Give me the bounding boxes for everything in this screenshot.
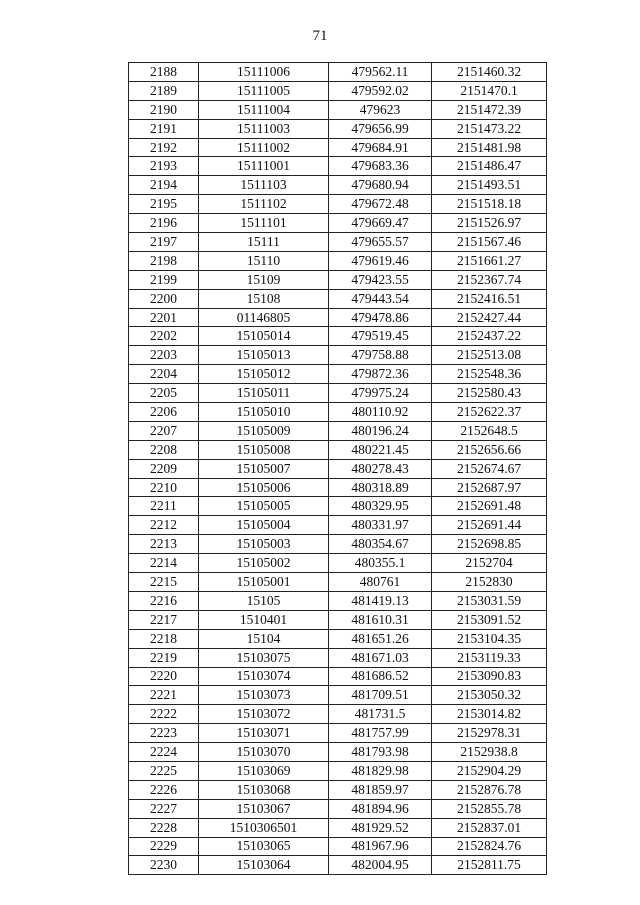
row-number-cell: 2218 xyxy=(129,629,199,648)
table-row xyxy=(129,384,547,403)
point-id-cell: 15105009 xyxy=(199,421,329,440)
table-row xyxy=(129,724,547,743)
row-number-cell: 2189 xyxy=(129,81,199,100)
table-row xyxy=(129,289,547,308)
point-id-cell: 15105012 xyxy=(199,365,329,384)
point-id-cell: 15103068 xyxy=(199,780,329,799)
x-coordinate-cell: 479975.24 xyxy=(329,384,432,403)
row-number-cell: 2222 xyxy=(129,705,199,724)
point-id-cell: 1511103 xyxy=(199,176,329,195)
row-number-cell: 2213 xyxy=(129,535,199,554)
x-coordinate-cell: 480331.97 xyxy=(329,516,432,535)
table-row xyxy=(129,251,547,270)
x-coordinate-cell: 481757.99 xyxy=(329,724,432,743)
y-coordinate-cell: 2151661.27 xyxy=(432,251,547,270)
table-row xyxy=(129,478,547,497)
y-coordinate-cell: 2151472.39 xyxy=(432,100,547,119)
point-id-cell: 15111001 xyxy=(199,157,329,176)
x-coordinate-cell: 480196.24 xyxy=(329,421,432,440)
row-number-cell: 2224 xyxy=(129,743,199,762)
x-coordinate-cell: 480278.43 xyxy=(329,459,432,478)
row-number-cell: 2198 xyxy=(129,251,199,270)
row-number-cell: 2200 xyxy=(129,289,199,308)
y-coordinate-cell: 2151460.32 xyxy=(432,63,547,82)
x-coordinate-cell: 481671.03 xyxy=(329,648,432,667)
row-number-cell: 2197 xyxy=(129,233,199,252)
point-id-cell: 1510306501 xyxy=(199,818,329,837)
point-id-cell: 15103069 xyxy=(199,761,329,780)
table-row xyxy=(129,421,547,440)
row-number-cell: 2212 xyxy=(129,516,199,535)
table-row xyxy=(129,610,547,629)
table-row xyxy=(129,100,547,119)
table-row xyxy=(129,81,547,100)
point-id-cell: 15103075 xyxy=(199,648,329,667)
x-coordinate-cell: 479680.94 xyxy=(329,176,432,195)
table-row xyxy=(129,365,547,384)
x-coordinate-cell: 480355.1 xyxy=(329,554,432,573)
row-number-cell: 2214 xyxy=(129,554,199,573)
row-number-cell: 2204 xyxy=(129,365,199,384)
page-number: 71 xyxy=(312,28,328,44)
y-coordinate-cell: 2152437.22 xyxy=(432,327,547,346)
table-row xyxy=(129,176,547,195)
x-coordinate-cell: 479619.46 xyxy=(329,251,432,270)
x-coordinate-cell: 481709.51 xyxy=(329,686,432,705)
row-number-cell: 2194 xyxy=(129,176,199,195)
row-number-cell: 2206 xyxy=(129,403,199,422)
table-row xyxy=(129,554,547,573)
row-number-cell: 2209 xyxy=(129,459,199,478)
row-number-cell: 2211 xyxy=(129,497,199,516)
point-id-cell: 15103074 xyxy=(199,667,329,686)
table-row xyxy=(129,799,547,818)
row-number-cell: 2208 xyxy=(129,440,199,459)
row-number-cell: 2201 xyxy=(129,308,199,327)
point-id-cell: 15105014 xyxy=(199,327,329,346)
y-coordinate-cell: 2152691.48 xyxy=(432,497,547,516)
x-coordinate-cell: 481419.13 xyxy=(329,591,432,610)
y-coordinate-cell: 2153091.52 xyxy=(432,610,547,629)
x-coordinate-cell: 480318.89 xyxy=(329,478,432,497)
x-coordinate-cell: 479684.91 xyxy=(329,138,432,157)
table-row xyxy=(129,214,547,233)
row-number-cell: 2219 xyxy=(129,648,199,667)
x-coordinate-cell: 479562.11 xyxy=(329,63,432,82)
table-row xyxy=(129,440,547,459)
y-coordinate-cell: 2153014.82 xyxy=(432,705,547,724)
row-number-cell: 2203 xyxy=(129,346,199,365)
point-id-cell: 15105005 xyxy=(199,497,329,516)
row-number-cell: 2216 xyxy=(129,591,199,610)
table-row xyxy=(129,138,547,157)
x-coordinate-cell: 479478.86 xyxy=(329,308,432,327)
y-coordinate-cell: 2152837.01 xyxy=(432,818,547,837)
row-number-cell: 2207 xyxy=(129,421,199,440)
point-id-cell: 15109 xyxy=(199,270,329,289)
row-number-cell: 2188 xyxy=(129,63,199,82)
x-coordinate-cell: 481859.97 xyxy=(329,780,432,799)
x-coordinate-cell: 481829.98 xyxy=(329,761,432,780)
table-row xyxy=(129,761,547,780)
x-coordinate-cell: 481793.98 xyxy=(329,743,432,762)
row-number-cell: 2225 xyxy=(129,761,199,780)
y-coordinate-cell: 2152622.37 xyxy=(432,403,547,422)
y-coordinate-cell: 2152427.44 xyxy=(432,308,547,327)
x-coordinate-cell: 479592.02 xyxy=(329,81,432,100)
point-id-cell: 1511101 xyxy=(199,214,329,233)
x-coordinate-cell: 479672.48 xyxy=(329,195,432,214)
x-coordinate-cell: 481610.31 xyxy=(329,610,432,629)
y-coordinate-cell: 2152830 xyxy=(432,573,547,592)
y-coordinate-cell: 2152698.85 xyxy=(432,535,547,554)
row-number-cell: 2226 xyxy=(129,780,199,799)
y-coordinate-cell: 2153031.59 xyxy=(432,591,547,610)
point-id-cell: 15110 xyxy=(199,251,329,270)
point-id-cell: 15105004 xyxy=(199,516,329,535)
y-coordinate-cell: 2152978.31 xyxy=(432,724,547,743)
table-row xyxy=(129,497,547,516)
y-coordinate-cell: 2151518.18 xyxy=(432,195,547,214)
x-coordinate-cell: 480221.45 xyxy=(329,440,432,459)
y-coordinate-cell: 2153119.33 xyxy=(432,648,547,667)
table-row xyxy=(129,63,547,82)
x-coordinate-cell: 481929.52 xyxy=(329,818,432,837)
row-number-cell: 2210 xyxy=(129,478,199,497)
x-coordinate-cell: 479669.47 xyxy=(329,214,432,233)
y-coordinate-cell: 2152938.8 xyxy=(432,743,547,762)
point-id-cell: 15103070 xyxy=(199,743,329,762)
table-row xyxy=(129,346,547,365)
point-id-cell: 15105006 xyxy=(199,478,329,497)
table-row xyxy=(129,516,547,535)
point-id-cell: 15103073 xyxy=(199,686,329,705)
x-coordinate-cell: 479758.88 xyxy=(329,346,432,365)
y-coordinate-cell: 2152674.67 xyxy=(432,459,547,478)
point-id-cell: 15111005 xyxy=(199,81,329,100)
y-coordinate-cell: 2151470.1 xyxy=(432,81,547,100)
point-id-cell: 01146805 xyxy=(199,308,329,327)
x-coordinate-cell: 481967.96 xyxy=(329,837,432,856)
row-number-cell: 2193 xyxy=(129,157,199,176)
table-row xyxy=(129,195,547,214)
x-coordinate-cell: 479519.45 xyxy=(329,327,432,346)
y-coordinate-cell: 2152648.5 xyxy=(432,421,547,440)
row-number-cell: 2202 xyxy=(129,327,199,346)
x-coordinate-cell: 481651.26 xyxy=(329,629,432,648)
row-number-cell: 2195 xyxy=(129,195,199,214)
x-coordinate-cell: 479423.55 xyxy=(329,270,432,289)
point-id-cell: 15105011 xyxy=(199,384,329,403)
row-number-cell: 2227 xyxy=(129,799,199,818)
row-number-cell: 2220 xyxy=(129,667,199,686)
point-id-cell: 15105010 xyxy=(199,403,329,422)
table-row xyxy=(129,459,547,478)
point-id-cell: 15105001 xyxy=(199,573,329,592)
row-number-cell: 2228 xyxy=(129,818,199,837)
row-number-cell: 2205 xyxy=(129,384,199,403)
point-id-cell: 1510401 xyxy=(199,610,329,629)
y-coordinate-cell: 2152811.75 xyxy=(432,856,547,875)
x-coordinate-cell: 480329.95 xyxy=(329,497,432,516)
row-number-cell: 2196 xyxy=(129,214,199,233)
point-id-cell: 15111003 xyxy=(199,119,329,138)
y-coordinate-cell: 2151526.97 xyxy=(432,214,547,233)
point-id-cell: 15105008 xyxy=(199,440,329,459)
table-row xyxy=(129,856,547,875)
point-id-cell: 15105 xyxy=(199,591,329,610)
row-number-cell: 2191 xyxy=(129,119,199,138)
point-id-cell: 15108 xyxy=(199,289,329,308)
y-coordinate-cell: 2152876.78 xyxy=(432,780,547,799)
y-coordinate-cell: 2151473.22 xyxy=(432,119,547,138)
y-coordinate-cell: 2151481.98 xyxy=(432,138,547,157)
table-row xyxy=(129,591,547,610)
point-id-cell: 15105007 xyxy=(199,459,329,478)
table-row xyxy=(129,667,547,686)
table-row xyxy=(129,686,547,705)
point-id-cell: 1511102 xyxy=(199,195,329,214)
point-id-cell: 15103071 xyxy=(199,724,329,743)
table-row xyxy=(129,308,547,327)
y-coordinate-cell: 2152855.78 xyxy=(432,799,547,818)
y-coordinate-cell: 2152513.08 xyxy=(432,346,547,365)
table-row xyxy=(129,233,547,252)
table-row xyxy=(129,837,547,856)
row-number-cell: 2230 xyxy=(129,856,199,875)
table-row xyxy=(129,629,547,648)
y-coordinate-cell: 2152416.51 xyxy=(432,289,547,308)
y-coordinate-cell: 2152656.66 xyxy=(432,440,547,459)
point-id-cell: 15103065 xyxy=(199,837,329,856)
table-row xyxy=(129,157,547,176)
y-coordinate-cell: 2153090.83 xyxy=(432,667,547,686)
x-coordinate-cell: 481731.5 xyxy=(329,705,432,724)
x-coordinate-cell: 480110.92 xyxy=(329,403,432,422)
row-number-cell: 2215 xyxy=(129,573,199,592)
point-id-cell: 15105003 xyxy=(199,535,329,554)
x-coordinate-cell: 480761 xyxy=(329,573,432,592)
table-row xyxy=(129,270,547,289)
y-coordinate-cell: 2151493.51 xyxy=(432,176,547,195)
y-coordinate-cell: 2151567.46 xyxy=(432,233,547,252)
y-coordinate-cell: 2152691.44 xyxy=(432,516,547,535)
x-coordinate-cell: 479683.36 xyxy=(329,157,432,176)
x-coordinate-cell: 481894.96 xyxy=(329,799,432,818)
x-coordinate-cell: 480354.67 xyxy=(329,535,432,554)
table-row xyxy=(129,119,547,138)
x-coordinate-cell: 479656.99 xyxy=(329,119,432,138)
table-row xyxy=(129,403,547,422)
point-id-cell: 15103067 xyxy=(199,799,329,818)
y-coordinate-cell: 2151486.47 xyxy=(432,157,547,176)
x-coordinate-cell: 479872.36 xyxy=(329,365,432,384)
table-row xyxy=(129,743,547,762)
y-coordinate-cell: 2153104.35 xyxy=(432,629,547,648)
point-id-cell: 15111004 xyxy=(199,100,329,119)
point-id-cell: 15103072 xyxy=(199,705,329,724)
point-id-cell: 15103064 xyxy=(199,856,329,875)
table-row xyxy=(129,705,547,724)
y-coordinate-cell: 2152367.74 xyxy=(432,270,547,289)
coordinates-table xyxy=(128,62,547,875)
row-number-cell: 2223 xyxy=(129,724,199,743)
table-row xyxy=(129,818,547,837)
y-coordinate-cell: 2152704 xyxy=(432,554,547,573)
row-number-cell: 2199 xyxy=(129,270,199,289)
table-row xyxy=(129,535,547,554)
point-id-cell: 15105013 xyxy=(199,346,329,365)
y-coordinate-cell: 2152687.97 xyxy=(432,478,547,497)
table-row xyxy=(129,573,547,592)
row-number-cell: 2221 xyxy=(129,686,199,705)
y-coordinate-cell: 2152580.43 xyxy=(432,384,547,403)
y-coordinate-cell: 2152904.29 xyxy=(432,761,547,780)
point-id-cell: 15104 xyxy=(199,629,329,648)
table-row xyxy=(129,327,547,346)
x-coordinate-cell: 482004.95 xyxy=(329,856,432,875)
point-id-cell: 15111 xyxy=(199,233,329,252)
y-coordinate-cell: 2153050.32 xyxy=(432,686,547,705)
point-id-cell: 15111002 xyxy=(199,138,329,157)
x-coordinate-cell: 479623 xyxy=(329,100,432,119)
x-coordinate-cell: 479655.57 xyxy=(329,233,432,252)
table-row xyxy=(129,780,547,799)
x-coordinate-cell: 479443.54 xyxy=(329,289,432,308)
y-coordinate-cell: 2152824.76 xyxy=(432,837,547,856)
row-number-cell: 2217 xyxy=(129,610,199,629)
point-id-cell: 15105002 xyxy=(199,554,329,573)
y-coordinate-cell: 2152548.36 xyxy=(432,365,547,384)
x-coordinate-cell: 481686.52 xyxy=(329,667,432,686)
point-id-cell: 15111006 xyxy=(199,63,329,82)
row-number-cell: 2192 xyxy=(129,138,199,157)
row-number-cell: 2229 xyxy=(129,837,199,856)
row-number-cell: 2190 xyxy=(129,100,199,119)
table-row xyxy=(129,648,547,667)
